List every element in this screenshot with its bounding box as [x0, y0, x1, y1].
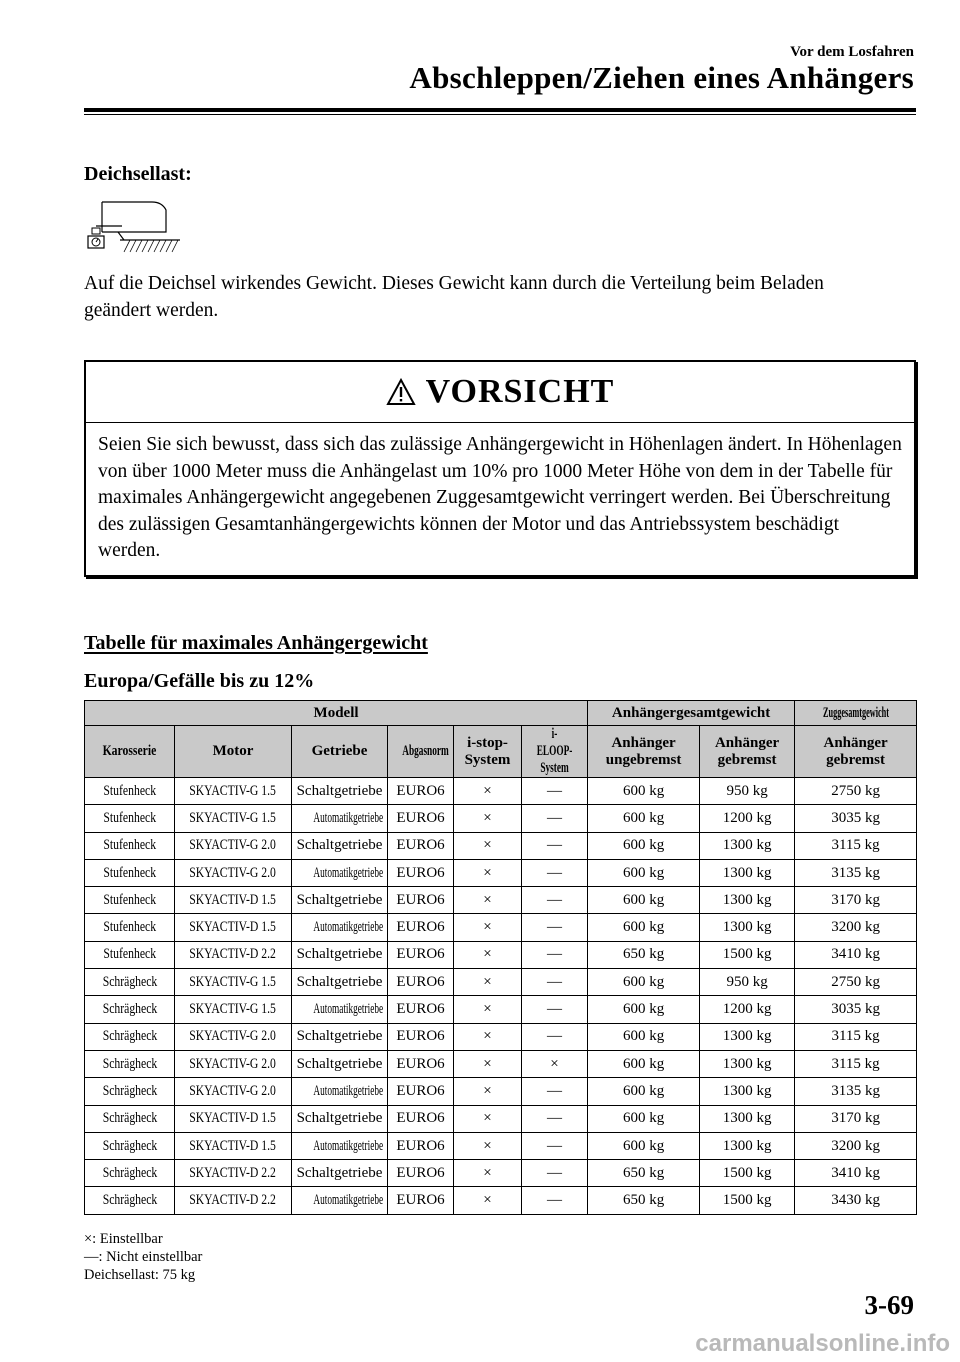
- deichsellast-heading: Deichsellast:: [84, 163, 192, 185]
- table-cell: —: [522, 778, 588, 805]
- group-header-modell: Modell: [85, 701, 588, 726]
- table-cell: 1300 kg: [700, 1078, 795, 1105]
- table-cell: —: [522, 859, 588, 886]
- header-rule-thin: [84, 114, 916, 115]
- table-cell: Schaltgetriebe: [292, 1023, 388, 1050]
- table-cell: EURO6: [388, 1132, 454, 1159]
- table-cell: 650 kg: [588, 1187, 700, 1214]
- table-cell: EURO6: [388, 996, 454, 1023]
- table-cell: Schrägheck: [85, 1132, 175, 1159]
- table-cell: —: [522, 1132, 588, 1159]
- table-cell: Schaltgetriebe: [292, 832, 388, 859]
- table-cell: SKYACTIV-G 1.5: [175, 805, 292, 832]
- table-cell: ×: [454, 1050, 522, 1077]
- section-label: Vor dem Losfahren: [790, 44, 914, 60]
- table-cell: SKYACTIV-G 2.0: [175, 1023, 292, 1050]
- header-rule: [84, 108, 916, 112]
- table-cell: 950 kg: [700, 969, 795, 996]
- column-header: Anhänger ungebremst: [588, 726, 700, 778]
- table-cell: 600 kg: [588, 1105, 700, 1132]
- table-cell: Schrägheck: [85, 1050, 175, 1077]
- watermark: carmanualsonline.info: [695, 1330, 950, 1357]
- table-cell: ×: [454, 778, 522, 805]
- table-cell: SKYACTIV-G 2.0: [175, 1050, 292, 1077]
- table-cell: Automatikgetriebe: [292, 1078, 388, 1105]
- table-cell: ×: [454, 1187, 522, 1214]
- table-cell: —: [522, 914, 588, 941]
- table-cell: 1300 kg: [700, 859, 795, 886]
- table-cell: Schaltgetriebe: [292, 1160, 388, 1187]
- table-cell: EURO6: [388, 1050, 454, 1077]
- table-cell: Stufenheck: [85, 805, 175, 832]
- table-cell: 600 kg: [588, 969, 700, 996]
- table-cell: 3200 kg: [795, 1132, 917, 1159]
- table-cell: Automatikgetriebe: [292, 805, 388, 832]
- table-cell: Automatikgetriebe: [292, 996, 388, 1023]
- table-cell: Automatikgetriebe: [292, 859, 388, 886]
- table-cell: 600 kg: [588, 887, 700, 914]
- table-cell: —: [522, 1160, 588, 1187]
- table-cell: ×: [454, 1132, 522, 1159]
- table-cell: SKYACTIV-G 2.0: [175, 1078, 292, 1105]
- column-header: i-stop-System: [454, 726, 522, 778]
- warning-triangle-icon: [386, 378, 416, 406]
- table-cell: SKYACTIV-D 1.5: [175, 1105, 292, 1132]
- table-cell: Schaltgetriebe: [292, 778, 388, 805]
- table-cell: SKYACTIV-G 2.0: [175, 859, 292, 886]
- table-cell: Stufenheck: [85, 914, 175, 941]
- table-cell: 3115 kg: [795, 1023, 917, 1050]
- table-cell: SKYACTIV-D 1.5: [175, 887, 292, 914]
- table-row: [85, 1105, 917, 1132]
- table-cell: ×: [522, 1050, 588, 1077]
- legend-not-adjustable: —: Nicht einstellbar: [84, 1249, 203, 1265]
- table-cell: ×: [454, 969, 522, 996]
- caution-title: VORSICHT: [425, 373, 615, 410]
- table-cell: 600 kg: [588, 914, 700, 941]
- column-header: Abgasnorm: [388, 726, 454, 778]
- table-cell: Stufenheck: [85, 778, 175, 805]
- page-title: Abschleppen/Ziehen eines Anhängers: [409, 60, 914, 95]
- table-cell: SKYACTIV-D 2.2: [175, 941, 292, 968]
- table-cell: Schrägheck: [85, 1105, 175, 1132]
- table-cell: ×: [454, 1105, 522, 1132]
- caution-box: [84, 360, 916, 577]
- table-cell: SKYACTIV-G 1.5: [175, 996, 292, 1023]
- group-header-zug: Zuggesamtgewicht: [795, 701, 917, 726]
- table-cell: ×: [454, 805, 522, 832]
- table-cell: SKYACTIV-D 2.2: [175, 1187, 292, 1214]
- caution-text: Seien Sie sich bewusst, dass sich das zulässige Anhängergewicht in Höhenlagen ändert. In Höhenlagen von über 1000 Meter muss die Anhängelast um 10% pro 1000 Meter Höhe von dem in der Tabelle für maximales Anhängergewicht angegebenen Zuggesamtgewicht verringert werden. Bei Überschreitung des zulässigen Gesamtanhängergewichts können der Motor und das Antriebssystem beschädigt werden.: [98, 434, 902, 561]
- table-cell: 3115 kg: [795, 832, 917, 859]
- table-heading: Tabelle für maximales Anhängergewicht: [84, 632, 428, 654]
- deichsellast-description: Auf die Deichsel wirkendes Gewicht. Dieses Gewicht kann durch die Verteilung beim Beladen geändert werden.: [84, 273, 824, 321]
- table-cell: 3035 kg: [795, 805, 917, 832]
- table-row: [85, 1023, 917, 1050]
- group-header-anhaenger: Anhängergesamtgewicht: [588, 701, 795, 726]
- table-cell: Schrägheck: [85, 1023, 175, 1050]
- table-cell: 600 kg: [588, 778, 700, 805]
- table-cell: Schrägheck: [85, 996, 175, 1023]
- table-cell: EURO6: [388, 887, 454, 914]
- table-cell: 1500 kg: [700, 941, 795, 968]
- table-cell: 950 kg: [700, 778, 795, 805]
- table-cell: EURO6: [388, 969, 454, 996]
- table-row: [85, 805, 917, 832]
- table-cell: 650 kg: [588, 941, 700, 968]
- table-cell: —: [522, 1105, 588, 1132]
- table-cell: 2750 kg: [795, 778, 917, 805]
- table-row: [85, 1050, 917, 1077]
- table-cell: Schaltgetriebe: [292, 969, 388, 996]
- caution-header: [86, 362, 914, 423]
- table-row: [85, 914, 917, 941]
- table-cell: 1500 kg: [700, 1187, 795, 1214]
- table-row: [85, 1078, 917, 1105]
- table-cell: Stufenheck: [85, 887, 175, 914]
- table-cell: 3135 kg: [795, 1078, 917, 1105]
- table-cell: EURO6: [388, 1187, 454, 1214]
- table-cell: Stufenheck: [85, 941, 175, 968]
- table-cell: EURO6: [388, 914, 454, 941]
- table-subheading: Europa/Gefälle bis zu 12%: [84, 670, 315, 692]
- table-cell: 600 kg: [588, 805, 700, 832]
- table-cell: 1300 kg: [700, 1105, 795, 1132]
- table-cell: 650 kg: [588, 1160, 700, 1187]
- table-cell: 600 kg: [588, 1023, 700, 1050]
- table-row: [85, 1160, 917, 1187]
- table-cell: 3170 kg: [795, 887, 917, 914]
- table-cell: —: [522, 996, 588, 1023]
- table-cell: Automatikgetriebe: [292, 1187, 388, 1214]
- table-cell: ×: [454, 887, 522, 914]
- table-cell: ×: [454, 941, 522, 968]
- table-cell: 600 kg: [588, 996, 700, 1023]
- table-row: [85, 1132, 917, 1159]
- table-cell: 2750 kg: [795, 969, 917, 996]
- table-cell: 3200 kg: [795, 914, 917, 941]
- table-row: [85, 832, 917, 859]
- table-cell: EURO6: [388, 1160, 454, 1187]
- table-cell: EURO6: [388, 1105, 454, 1132]
- table-cell: 3170 kg: [795, 1105, 917, 1132]
- table-cell: ×: [454, 996, 522, 1023]
- table-cell: ×: [454, 1023, 522, 1050]
- table-cell: Schaltgetriebe: [292, 1050, 388, 1077]
- table-cell: ×: [454, 832, 522, 859]
- table-cell: SKYACTIV-G 1.5: [175, 969, 292, 996]
- table-cell: —: [522, 805, 588, 832]
- legend-tongue-load: Deichsellast: 75 kg: [84, 1267, 196, 1283]
- table-cell: 3430 kg: [795, 1187, 917, 1214]
- table-cell: —: [522, 887, 588, 914]
- table-cell: —: [522, 832, 588, 859]
- table-cell: Schaltgetriebe: [292, 887, 388, 914]
- column-header: Anhänger gebremst: [795, 726, 917, 778]
- table-cell: EURO6: [388, 805, 454, 832]
- table-cell: 3135 kg: [795, 859, 917, 886]
- column-header: i-ELOOP-System: [522, 726, 588, 778]
- table-cell: 3410 kg: [795, 941, 917, 968]
- table-cell: SKYACTIV-G 2.0: [175, 832, 292, 859]
- table-row: [85, 996, 917, 1023]
- table-cell: 1300 kg: [700, 1132, 795, 1159]
- table-cell: Schrägheck: [85, 1078, 175, 1105]
- table-cell: Schaltgetriebe: [292, 941, 388, 968]
- table-row: [85, 859, 917, 886]
- table-row: [85, 1187, 917, 1214]
- table-cell: 3035 kg: [795, 996, 917, 1023]
- table-cell: Schrägheck: [85, 1187, 175, 1214]
- column-header: Motor: [175, 726, 292, 778]
- table-cell: SKYACTIV-D 1.5: [175, 1132, 292, 1159]
- table-cell: EURO6: [388, 832, 454, 859]
- table-cell: Automatikgetriebe: [292, 1132, 388, 1159]
- table-cell: —: [522, 1023, 588, 1050]
- table-cell: ×: [454, 1160, 522, 1187]
- table-cell: Automatikgetriebe: [292, 914, 388, 941]
- table-cell: 600 kg: [588, 859, 700, 886]
- table-cell: SKYACTIV-D 1.5: [175, 914, 292, 941]
- table-legend: [84, 1230, 202, 1284]
- table-cell: EURO6: [388, 1023, 454, 1050]
- table-cell: 600 kg: [588, 832, 700, 859]
- table-cell: 1300 kg: [700, 914, 795, 941]
- table-cell: Schaltgetriebe: [292, 1105, 388, 1132]
- table-cell: 1200 kg: [700, 996, 795, 1023]
- table-cell: ×: [454, 859, 522, 886]
- table-cell: Stufenheck: [85, 859, 175, 886]
- table-row: [85, 941, 917, 968]
- table-cell: 600 kg: [588, 1132, 700, 1159]
- column-header: Getriebe: [292, 726, 388, 778]
- table-cell: 600 kg: [588, 1050, 700, 1077]
- table-cell: 1300 kg: [700, 832, 795, 859]
- table-row: [85, 887, 917, 914]
- table-cell: —: [522, 1187, 588, 1214]
- table-cell: Schrägheck: [85, 1160, 175, 1187]
- table-cell: ×: [454, 914, 522, 941]
- table-cell: Stufenheck: [85, 832, 175, 859]
- table-cell: —: [522, 969, 588, 996]
- legend-adjustable: ×: Einstellbar: [84, 1231, 163, 1247]
- table-cell: EURO6: [388, 941, 454, 968]
- column-header: Karosserie: [85, 726, 175, 778]
- trailer-weight-table: [84, 700, 917, 1215]
- table-cell: —: [522, 941, 588, 968]
- tongue-load-icon: [84, 196, 184, 254]
- table-cell: EURO6: [388, 778, 454, 805]
- table-cell: 3115 kg: [795, 1050, 917, 1077]
- page-number: 3-69: [864, 1290, 914, 1320]
- table-cell: 600 kg: [588, 1078, 700, 1105]
- table-cell: EURO6: [388, 859, 454, 886]
- table-cell: ×: [454, 1078, 522, 1105]
- table-cell: EURO6: [388, 1078, 454, 1105]
- column-header: Anhänger gebremst: [700, 726, 795, 778]
- table-cell: 1300 kg: [700, 887, 795, 914]
- table-cell: Schrägheck: [85, 969, 175, 996]
- table-cell: 1200 kg: [700, 805, 795, 832]
- table-cell: 1300 kg: [700, 1023, 795, 1050]
- table-cell: —: [522, 1078, 588, 1105]
- table-cell: 1500 kg: [700, 1160, 795, 1187]
- table-cell: 3410 kg: [795, 1160, 917, 1187]
- table-cell: 1300 kg: [700, 1050, 795, 1077]
- table-cell: SKYACTIV-D 2.2: [175, 1160, 292, 1187]
- table-row: [85, 969, 917, 996]
- table-row: [85, 778, 917, 805]
- table-cell: SKYACTIV-G 1.5: [175, 778, 292, 805]
